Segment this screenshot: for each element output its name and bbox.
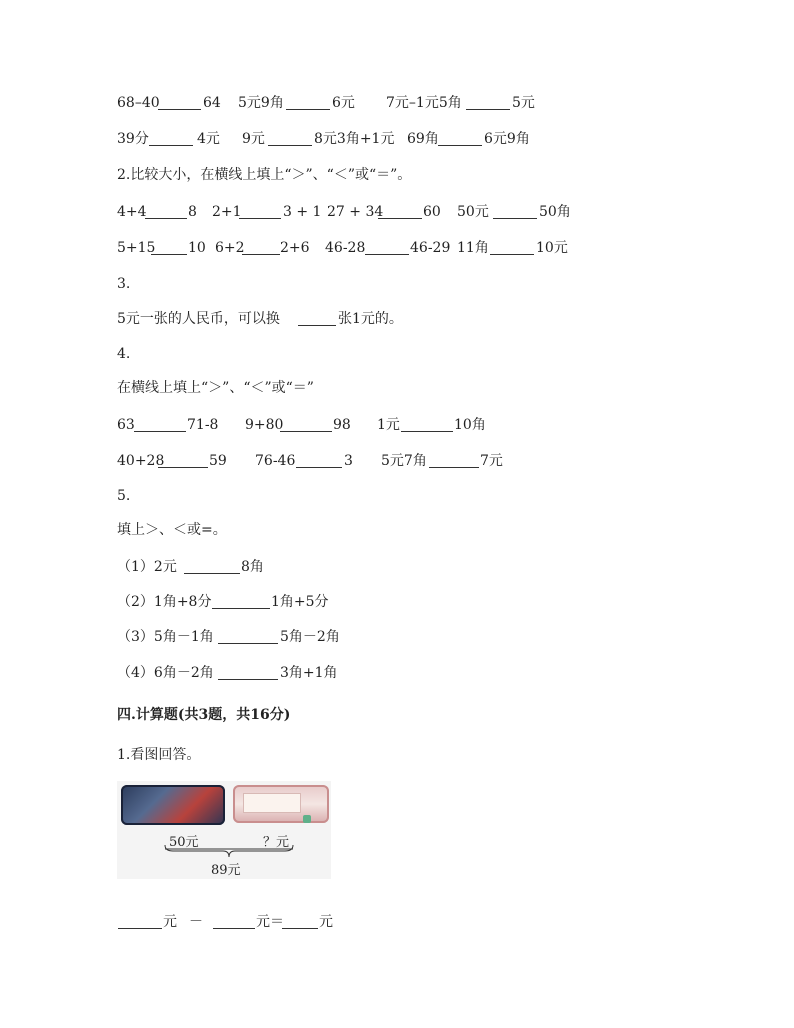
expr: 8 xyxy=(188,204,197,220)
expr: 6+2 xyxy=(215,240,245,256)
answer-blank[interactable] xyxy=(400,417,454,438)
question-3-text: 5元一张的人民币，可以换 xyxy=(117,311,280,327)
expr: 8元3角+1元 xyxy=(314,131,395,147)
expr: 5+15 xyxy=(117,240,156,256)
right-price-label: ？元 xyxy=(263,835,290,850)
answer-blank[interactable] xyxy=(157,95,200,116)
unit-text: 元 xyxy=(319,914,333,930)
expr: 6元 xyxy=(332,95,355,111)
answer-blank[interactable] xyxy=(148,131,194,152)
answer-blank[interactable] xyxy=(489,240,535,261)
expr: 5元7角 xyxy=(381,453,427,469)
answer-blank[interactable] xyxy=(267,131,313,152)
expr: 76-46 xyxy=(255,453,296,469)
expr: 50角 xyxy=(539,204,571,220)
expr: 69角 xyxy=(407,131,439,147)
expr: 60 xyxy=(423,204,441,220)
expr: 3 xyxy=(344,453,353,469)
expr: 39分 xyxy=(117,131,149,147)
expr: 6元9角 xyxy=(484,131,530,147)
question-4-title: 在横线上填上“＞”、“＜”或“＝” xyxy=(117,380,314,396)
unit-text: 元＝ xyxy=(256,914,284,930)
question-3-text: 张1元的。 xyxy=(338,311,403,327)
expr: 9+80 xyxy=(245,417,284,433)
expr: （4）6角－2角 xyxy=(117,665,214,681)
expr: 5角－2角 xyxy=(280,629,340,645)
answer-blank[interactable] xyxy=(150,240,188,261)
expr: 10角 xyxy=(454,417,486,433)
expr: 8角 xyxy=(241,559,264,575)
expr: 64 xyxy=(203,95,221,111)
expr: 27 + 34 xyxy=(327,204,384,220)
expr: 5元 xyxy=(512,95,535,111)
answer-blank[interactable] xyxy=(285,95,331,116)
answer-blank[interactable] xyxy=(157,453,209,474)
expr: 1元 xyxy=(377,417,400,433)
answer-blank[interactable] xyxy=(212,914,256,935)
question-3-number: 3. xyxy=(117,276,131,292)
answer-blank[interactable] xyxy=(377,204,423,225)
expr: 68–40 xyxy=(117,95,160,111)
expr: 10元 xyxy=(536,240,568,256)
expr: 1角+5分 xyxy=(271,594,329,610)
answer-blank[interactable] xyxy=(281,914,319,935)
answer-blank[interactable] xyxy=(364,240,410,261)
answer-blank[interactable] xyxy=(217,629,279,650)
answer-blank[interactable] xyxy=(238,204,282,225)
unit-text: 元 xyxy=(163,914,177,930)
expr: 7元–1元5角 xyxy=(386,95,462,111)
question-5-title: 填上＞、＜或=。 xyxy=(117,522,227,538)
expr: （3）5角－1角 xyxy=(117,629,214,645)
minus-sign: － xyxy=(189,914,203,930)
answer-blank[interactable] xyxy=(117,914,163,935)
answer-blank[interactable] xyxy=(279,417,333,438)
question-4-number: 4. xyxy=(117,346,131,362)
answer-blank[interactable] xyxy=(465,95,511,116)
answer-blank[interactable] xyxy=(183,559,241,580)
expr: 3角+1角 xyxy=(280,665,338,681)
expr: 4+4 xyxy=(117,204,147,220)
answer-blank[interactable] xyxy=(217,665,279,686)
answer-blank[interactable] xyxy=(241,240,281,261)
answer-blank[interactable] xyxy=(492,204,538,225)
calc-question-1: 1.看图回答。 xyxy=(117,747,201,763)
pencil-case-figure xyxy=(117,781,331,879)
left-price-label: 50元 xyxy=(169,835,199,850)
question-2-title: 2.比较大小，在横线上填上“＞”、“＜”或“＝”。 xyxy=(117,167,412,183)
section-4-heading: 四.计算题(共3题，共16分) xyxy=(117,707,291,723)
expr: 63 xyxy=(117,417,135,433)
expr: 59 xyxy=(209,453,227,469)
question-5-number: 5. xyxy=(117,488,131,504)
answer-blank[interactable] xyxy=(428,453,480,474)
expr: 98 xyxy=(333,417,351,433)
answer-blank[interactable] xyxy=(437,131,483,152)
total-price-label: 89元 xyxy=(211,863,241,878)
expr: 5元9角 xyxy=(238,95,284,111)
expr: 46-29 xyxy=(410,240,451,256)
expr: 9元 xyxy=(242,131,265,147)
answer-blank[interactable] xyxy=(144,204,188,225)
answer-blank[interactable] xyxy=(133,417,187,438)
answer-blank[interactable] xyxy=(295,453,343,474)
expr: 2+6 xyxy=(280,240,310,256)
answer-blank[interactable] xyxy=(211,594,271,615)
expr: 40+28 xyxy=(117,453,165,469)
expr: 11角 xyxy=(457,240,489,256)
expr: 7元 xyxy=(480,453,503,469)
expr: 10 xyxy=(188,240,206,256)
expr: 4元 xyxy=(197,131,220,147)
expr: 3 + 1 xyxy=(283,204,322,220)
expr: （2）1角+8分 xyxy=(117,594,212,610)
expr: 2+1 xyxy=(212,204,242,220)
expr: 71-8 xyxy=(187,417,219,433)
expr: （1）2元 xyxy=(117,559,177,575)
expr: 50元 xyxy=(457,204,489,220)
answer-blank[interactable] xyxy=(297,311,337,332)
expr: 46-28 xyxy=(325,240,366,256)
